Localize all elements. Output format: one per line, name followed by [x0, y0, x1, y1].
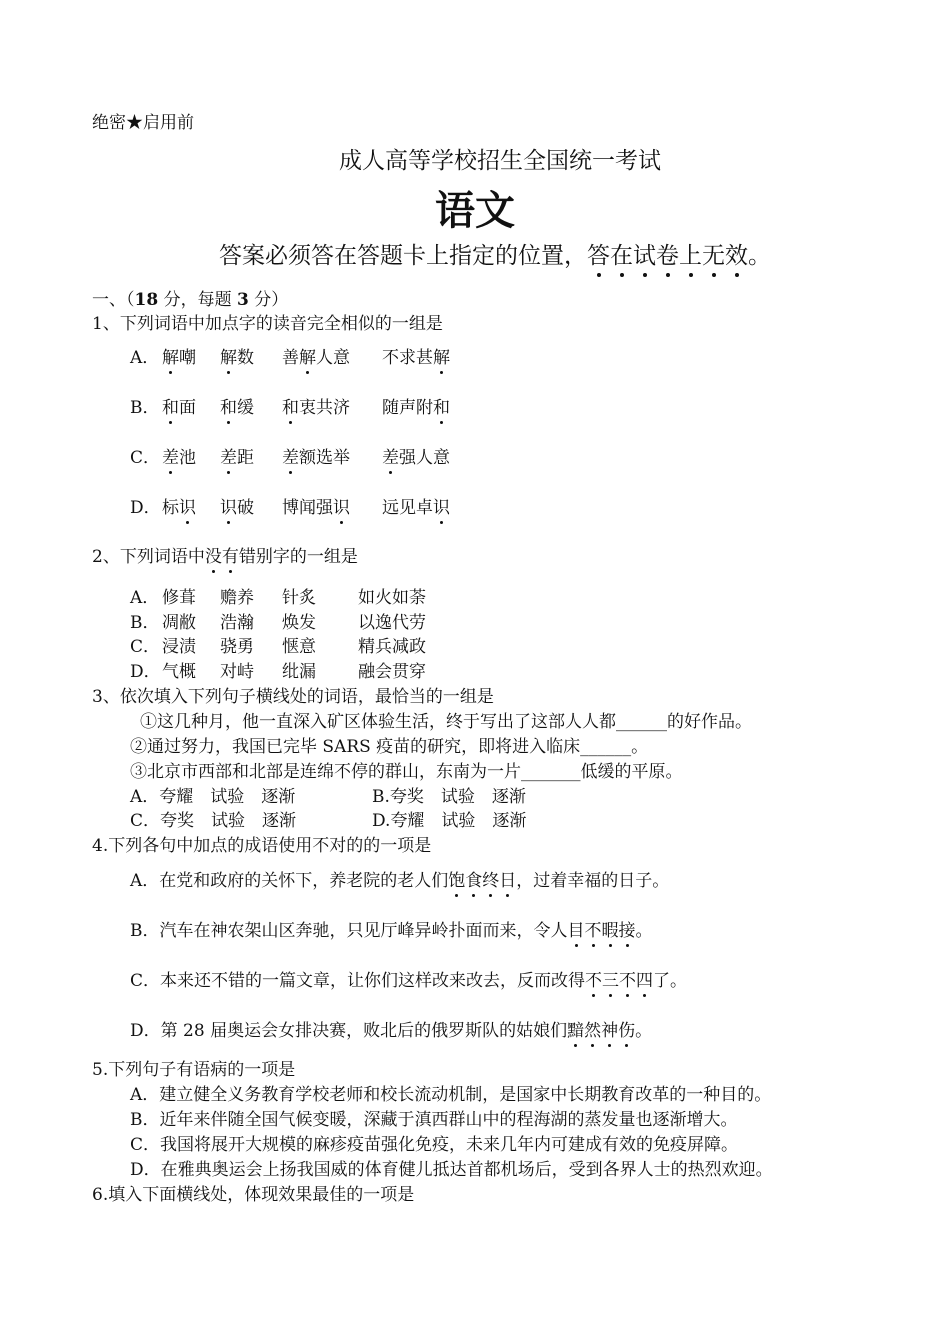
option-text: 了。 [653, 971, 688, 991]
word-part: 标 [162, 498, 179, 518]
option-word [220, 497, 254, 519]
dotted-char: 没 [204, 547, 222, 567]
option-label: B. [372, 787, 390, 807]
option-word [162, 347, 196, 369]
option-word: 纰漏 [282, 662, 316, 682]
option-text: 。 [635, 1021, 653, 1041]
dotted-char: 四 [636, 971, 654, 991]
option-word: 骁勇 [220, 637, 254, 657]
section-mid: 分，每题 [158, 290, 237, 310]
option-word [282, 497, 350, 519]
dotted-char: 神 [601, 1021, 619, 1041]
exam-subtitle: 成人高等学校招生全国统一考试 [339, 148, 661, 174]
q3-option-c [130, 810, 296, 832]
q3-option-a [130, 786, 295, 808]
option-label: B． [130, 921, 160, 941]
question-2-stem [92, 546, 358, 568]
dotted-char: 解 [162, 348, 179, 368]
word-part: 强人意 [399, 448, 450, 468]
section-suffix: 分） [248, 290, 289, 310]
option-label: D． [130, 662, 161, 682]
word-part: 随声附 [382, 398, 433, 418]
dotted-char: 和 [433, 398, 450, 418]
option-label: A． [130, 787, 160, 807]
option-word: 赡养 [220, 588, 254, 608]
q4-option-a [130, 870, 669, 892]
sentence-1: ①这几种月，他一直深入矿区体验生活，终于写出了这部人人都______的好作品。 [140, 712, 752, 732]
word-part: 博闻强 [282, 498, 333, 518]
option-label: D． [130, 498, 161, 518]
dotted-char: 和 [220, 398, 237, 418]
question-5-stem: 5.下列句子有语病的一项是 [92, 1060, 296, 1080]
option-text: 建立健全义务教育学校老师和校长流动机制，是国家中长期教育改革的一种目的。 [159, 1085, 772, 1105]
dotted-char: 识 [333, 498, 350, 518]
option-text: 夸奖 试验 逐渐 [389, 787, 526, 807]
option-word: 浸渍 [162, 637, 196, 657]
answer-notice [0, 241, 950, 271]
option-word: 如火如荼 [358, 588, 426, 608]
dotted-char: 三 [602, 971, 620, 991]
option-label: A． [130, 588, 160, 608]
word-part: 池 [179, 448, 196, 468]
option-word: 惬意 [282, 637, 316, 657]
q3-option-d [372, 810, 526, 832]
option-text: 。 [635, 921, 653, 941]
option-text: ，过着幸福的日子。 [516, 871, 670, 891]
option-text: 夸奖 试验 逐渐 [160, 811, 297, 831]
q5-option-a [130, 1084, 771, 1106]
dotted-char: 解 [220, 348, 237, 368]
option-text: 夸耀 试验 逐渐 [390, 811, 527, 831]
option-label: B． [130, 398, 160, 418]
option-word [220, 347, 254, 369]
dotted-char: 暇 [601, 921, 619, 941]
option-text: 近年来伴随全国气候变暖，深藏于滇西群山中的程海湖的蒸发量也逐渐增大。 [159, 1110, 738, 1130]
option-text: 我国将展开大规模的麻疹疫苗强化免疫，未来几年内可建成有效的免疫屏障。 [160, 1135, 739, 1155]
dotted-char: 日 [499, 871, 517, 891]
question-1-stem: 1、下列词语中加点字的读音完全相似的一组是 [92, 314, 443, 334]
dotted-char: 不 [584, 921, 602, 941]
dotted-char: 识 [433, 498, 450, 518]
dotted-char: 试 [633, 243, 656, 269]
dotted-char: 在 [610, 243, 633, 269]
dotted-char: 有 [221, 547, 239, 567]
option-word: 气概 [162, 662, 196, 682]
option-word [220, 397, 254, 419]
dotted-char: 差 [220, 448, 237, 468]
exam-title: 语文 [435, 188, 515, 234]
dotted-char: 然 [584, 1021, 602, 1041]
dotted-char: 黯 [567, 1021, 585, 1041]
option-label: C． [130, 448, 161, 468]
dotted-char: 效 [725, 243, 748, 269]
q5-option-b [130, 1109, 738, 1131]
question-3-stem: 3、依次填入下列句子横线处的词语，最恰当的一组是 [92, 687, 494, 707]
word-part: 善 [282, 348, 299, 368]
option-word [382, 347, 450, 369]
word-part: 破 [237, 498, 254, 518]
dotted-char: 差 [282, 448, 299, 468]
option-word [382, 397, 450, 419]
word-part: 不求甚 [382, 348, 433, 368]
sentence-3: ③北京市西部和北部是连绵不停的群山，东南为一片_______低缓的平原。 [130, 762, 683, 782]
stem-text: 错别字的一组是 [238, 547, 358, 567]
dotted-char: 食 [465, 871, 483, 891]
option-word: 凋敝 [162, 613, 196, 633]
option-word: 对峙 [220, 662, 254, 682]
option-label: D． [130, 1160, 161, 1180]
stem-text: 2、下列词语中 [92, 547, 205, 567]
notice-text: 答案必须答在答题卡上指定的位置， [219, 243, 587, 269]
question-4-stem: 4.下列各句中加点的成语使用不对的的一项是 [92, 836, 432, 856]
question-6-stem: 6.填入下面横线处，体现效果最佳的一项是 [92, 1185, 415, 1205]
word-part: 衷共济 [299, 398, 350, 418]
option-text: 在党和政府的关怀下，养老院的老人们 [159, 871, 449, 891]
option-label: C． [130, 637, 161, 657]
section-heading [92, 289, 288, 311]
q3-option-b [372, 786, 526, 808]
word-part: 距 [237, 448, 254, 468]
dotted-char: 和 [282, 398, 299, 418]
option-text: 在雅典奥运会上扬我国威的体育健儿抵达首都机场后，受到各界人士的热烈欢迎。 [160, 1160, 773, 1180]
dotted-char: 无 [702, 243, 725, 269]
option-word [282, 347, 350, 369]
sentence-2: ②通过努力，我国已完毕 SARS 疫苗的研究，即将进入临床______。 [130, 737, 649, 757]
dotted-char: 饱 [448, 871, 466, 891]
option-word: 以逸代劳 [358, 613, 426, 633]
q5-option-d [130, 1159, 773, 1181]
option-word [162, 497, 196, 519]
option-word [282, 447, 350, 469]
word-part: 额选举 [299, 448, 350, 468]
word-part: 嘲 [179, 348, 196, 368]
q5-option-c [130, 1134, 738, 1156]
q4-option-b [130, 920, 653, 942]
confidential-mark: 绝密★启用前 [92, 113, 194, 133]
option-text: 汽车在神农架山区奔驰，只见厅峰异岭扑面而来，令人 [159, 921, 568, 941]
q4-option-d [130, 1020, 652, 1042]
dotted-char: 终 [482, 871, 500, 891]
option-label: D． [130, 1021, 161, 1041]
dotted-char: 解 [299, 348, 316, 368]
section-prefix: 一、（ [92, 290, 135, 310]
word-part: 缓 [237, 398, 254, 418]
notice-end: 。 [748, 243, 771, 269]
option-label: C． [130, 1135, 161, 1155]
dotted-char: 目 [567, 921, 585, 941]
section-points: 18 [134, 290, 159, 310]
dotted-char: 不 [585, 971, 603, 991]
option-label: A． [130, 1085, 160, 1105]
q4-option-c [130, 970, 687, 992]
dotted-char: 和 [162, 398, 179, 418]
option-label: C． [130, 971, 161, 991]
word-part: 远见卓 [382, 498, 433, 518]
option-word [162, 447, 196, 469]
word-part: 面 [179, 398, 196, 418]
option-text: 夸耀 试验 逐渐 [159, 787, 296, 807]
option-label: B． [130, 1110, 160, 1130]
word-part: 数 [237, 348, 254, 368]
option-word [382, 497, 450, 519]
option-label: B． [130, 613, 160, 633]
dotted-char: 不 [619, 971, 637, 991]
option-word [220, 447, 254, 469]
option-label: A． [130, 871, 160, 891]
option-word: 精兵减政 [358, 637, 426, 657]
word-part: 人意 [316, 348, 350, 368]
section-each: 3 [236, 290, 249, 310]
dotted-char: 差 [382, 448, 399, 468]
dotted-char: 识 [220, 498, 237, 518]
option-word [162, 397, 196, 419]
option-text: 第 28 届奥运会女排决赛，败北后的俄罗斯队的姑娘们 [160, 1021, 568, 1041]
dotted-char: 接 [618, 921, 636, 941]
option-text: 本来还不错的一篇文章，让你们这样改来改去，反而改得 [160, 971, 586, 991]
dotted-char: 上 [679, 243, 702, 269]
option-label: A． [130, 348, 160, 368]
option-label: D. [372, 811, 391, 831]
dotted-char: 解 [433, 348, 450, 368]
option-word: 浩瀚 [220, 613, 254, 633]
dotted-char: 差 [162, 448, 179, 468]
option-word [282, 397, 350, 419]
option-word: 焕发 [282, 613, 316, 633]
dotted-char: 伤 [618, 1021, 636, 1041]
option-word: 修葺 [162, 588, 196, 608]
option-label: C． [130, 811, 161, 831]
dotted-char: 识 [179, 498, 196, 518]
dotted-char: 答 [587, 243, 610, 269]
option-word [382, 447, 450, 469]
option-word: 融会贯穿 [358, 662, 426, 682]
dotted-char: 卷 [656, 243, 679, 269]
option-word: 针炙 [282, 588, 316, 608]
